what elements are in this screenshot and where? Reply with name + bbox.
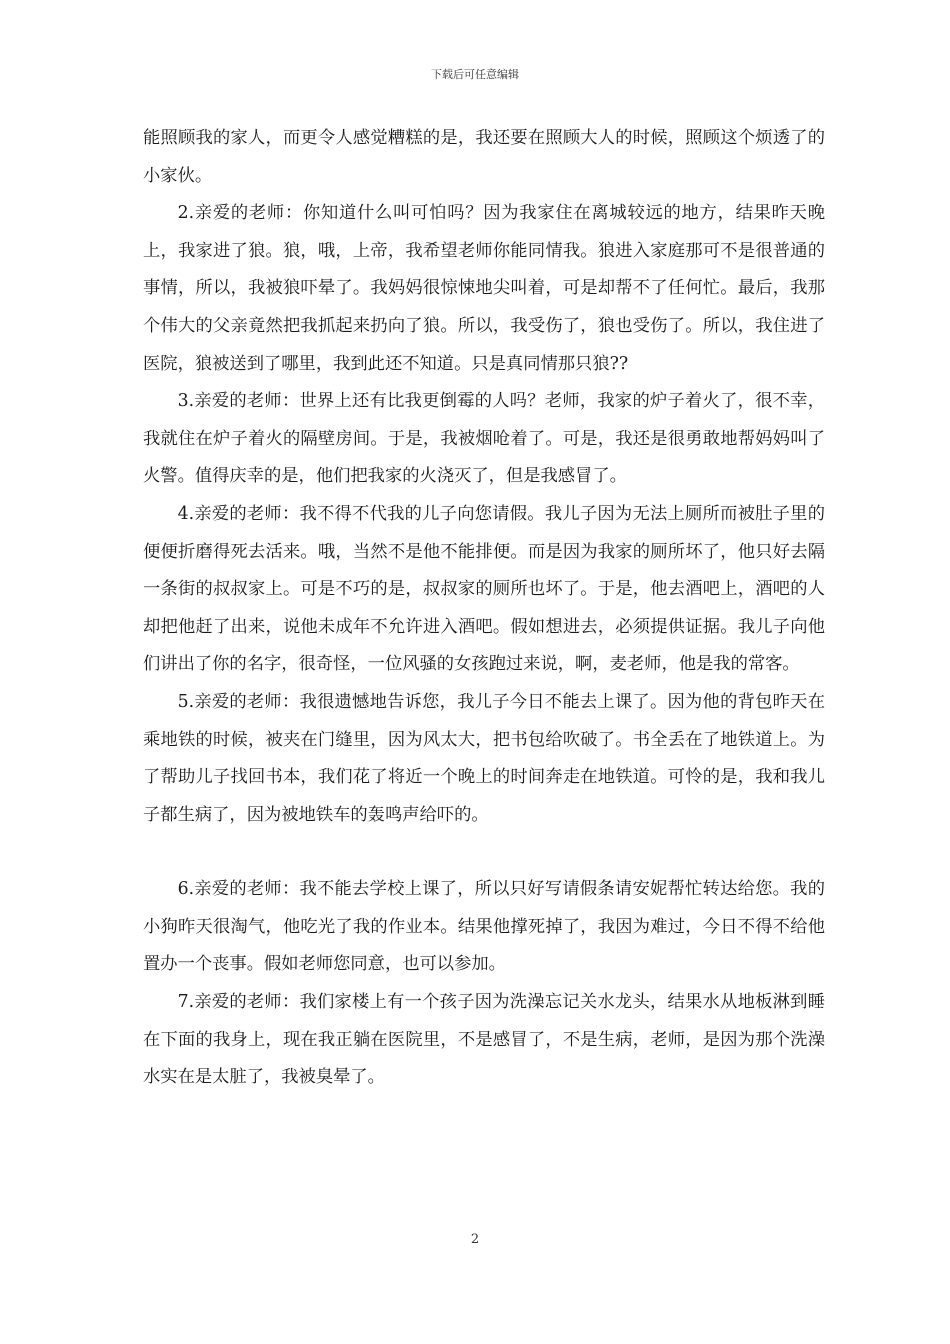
paragraph-item-4: 4.亲爱的老师：我不得不代我的儿子向您请假。我儿子因为无法上厕所而被肚子里的便便折磨得死去活来。哦，当然不是他不能排便。而是因为我家的厕所坏了，他只好去隔一条街的叔叔家上。可是不巧的是，叔叔家的厕所也坏了。于是，他去酒吧上，酒吧的人却把他赶了出来，说他未成年不允许进入酒吧。假如想进去，必须提供证据。我儿子向他们讲出了你的名字，很奇怪，一位风骚的女孩跑过来说，啊，麦老师，他是我的常客。 [143,503,825,675]
page-header: 下载后可任意编辑 [431,68,519,81]
paragraph-item-2: 2.亲爱的老师：你知道什么叫可怕吗？因为我家住在离城较远的地方，结果昨天晚上，我家进了狼。狼，哦，上帝，我希望老师你能同情我。狼进入家庭那可不是很普通的事情，所以，我被狼吓晕了。我妈妈很惊悚地尖叫着，可是却帮不了任何忙。最后，我那个伟大的父亲竟然把我抓起来扔向了狼。所以，我受伤了，狼也受伤了。所以，我住进了医院，狼被送到了哪里，我到此还不知道。只是真同情那只狼?? [143,203,825,374]
page-number: 2 [470,1232,480,1247]
paragraph-item-6: 6.亲爱的老师：我不能去学校上课了，所以只好写请假条请安妮帮忙转达给您。我的小狗昨天很淘气，他吃光了我的作业本。结果他撑死掉了，我因为难过，今日不得不给他置办一个丧事。假如老师您同意，也可以参加。 [143,879,825,975]
document-body [143,120,825,1097]
paragraph-item-7: 7.亲爱的老师：我们家楼上有一个孩子因为洗澡忘记关水龙头，结果水从地板淋到睡在下面的我身上，现在我正躺在医院里，不是感冒了，不是生病，老师，是因为那个洗澡水实在是太脏了，我被臭晕了。 [143,992,825,1088]
paragraph-continued: 能照顾我的家人，而更令人感觉糟糕的是，我还要在照顾大人的时候，照顾这个烦透了的小家伙。 [143,128,825,186]
paragraph-item-3: 3.亲爱的老师：世界上还有比我更倒霉的人吗？老师，我家的炉子着火了，很不幸，我就住在炉子着火的隔壁房间。于是，我被烟呛着了。可是，我还是很勇敢地帮妈妈叫了火警。值得庆幸的是，他们把我家的火浇灭了，但是我感冒了。 [143,391,825,487]
paragraph-item-5: 5.亲爱的老师：我很遗憾地告诉您，我儿子今日不能去上课了。因为他的背包昨天在乘地铁的时候，被夹在门缝里，因为风太大，把书包给吹破了。书全丢在了地铁道上。为了帮助儿子找回书本，我们花了将近一个晚上的时间奔走在地铁道。可怜的是，我和我儿子都生病了，因为被地铁车的轰鸣声给吓的。 [143,691,825,825]
